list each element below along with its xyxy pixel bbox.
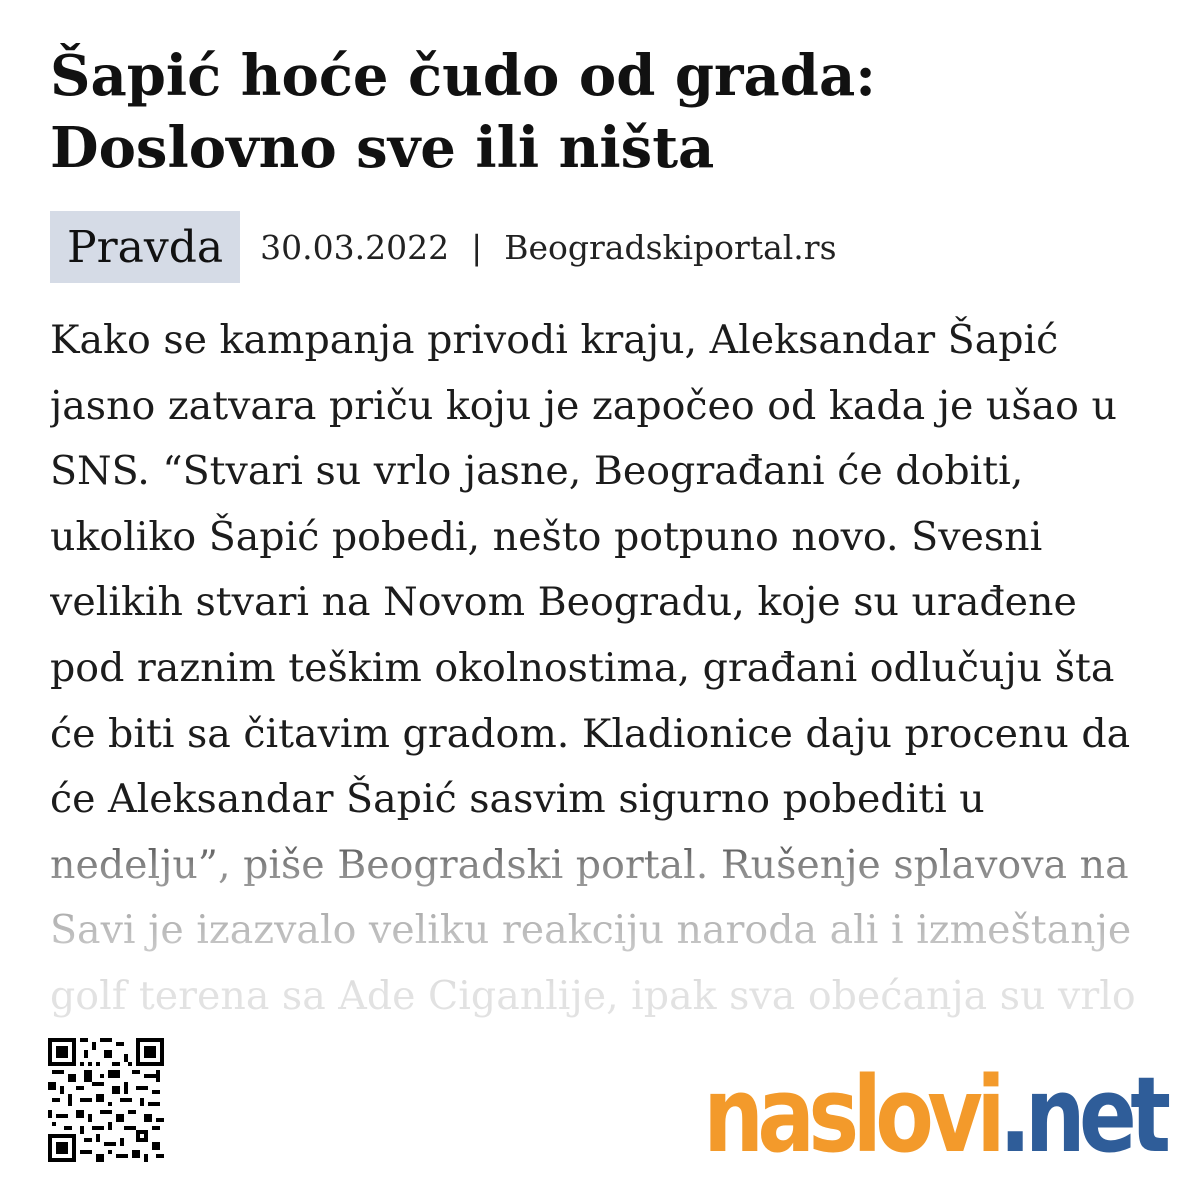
naslovi-logo[interactable] bbox=[702, 1054, 1164, 1176]
meta-line bbox=[260, 228, 836, 267]
logo-text-net: .net bbox=[998, 1054, 1164, 1176]
article-body: Kako se kampanja privodi kraju, Aleksandar Šapić jasno zatvara priču koju je započeo od kada je ušao u SNS. “Stvari su vrlo jasne, Beograđani će dobiti, ukoliko Šapić pobedi, nešto potpuno novo. Svesni velikih stvari na Novom Beogradu, koje su urađene pod raznim teškim okolnostima, građani odlučuju šta će biti sa čitavim gradom. Kladionice daju procenu da će Aleksandar Šapić sasvim sigurno pobediti u nedelju”, piše Beogradski portal. Rušenje splavova na Savi je izazvalo veliku reakciju naroda ali i izmeštanje golf terena sa Ade Ciganlije, ipak sva obećanja su vrlo bbox=[50, 308, 1160, 1030]
article-date: 30.03.2022 bbox=[260, 228, 450, 267]
category-badge: Pravda bbox=[50, 211, 240, 283]
article-meta bbox=[50, 211, 837, 283]
article-source: Beogradskiportal.rs bbox=[504, 228, 837, 267]
article-title: Šapić hoće čudo od grada: Doslovno sve ili ništa bbox=[50, 43, 876, 181]
meta-separator: | bbox=[471, 228, 483, 267]
qr-code-icon bbox=[48, 1038, 164, 1162]
logo-text-naslovi: naslovi bbox=[702, 1054, 999, 1176]
